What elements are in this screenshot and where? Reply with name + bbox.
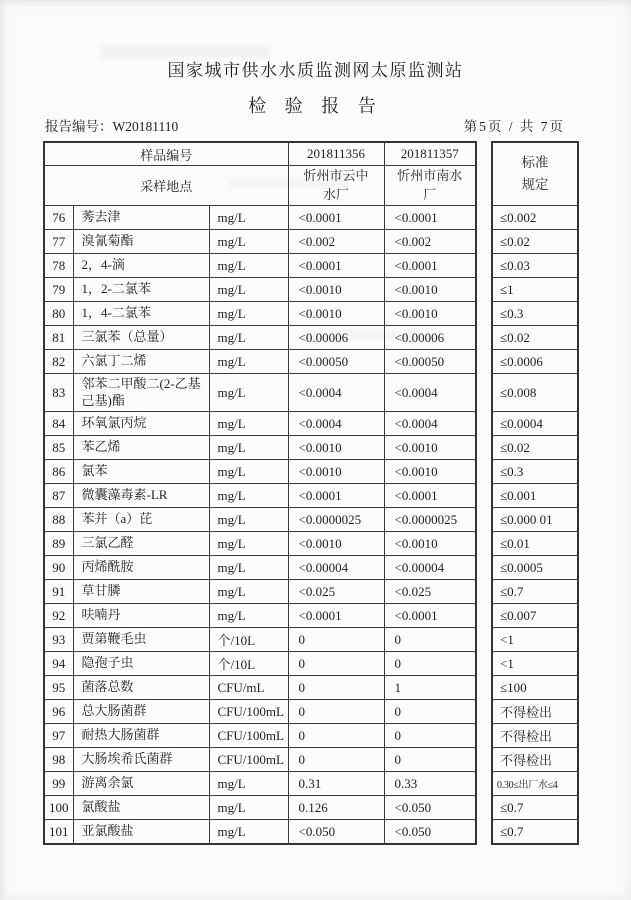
standard-row — [492, 412, 578, 436]
standard-row — [492, 302, 578, 326]
table-row — [44, 508, 476, 532]
cell-standard: 不得检出 — [492, 724, 578, 748]
cell-name: 耐热大肠菌群 — [73, 724, 209, 748]
standard-row — [492, 628, 578, 652]
header-sample-id-1: 201811356 — [288, 142, 384, 166]
table-row — [44, 628, 476, 652]
standard-table — [491, 141, 579, 845]
cell-name: 亚氯酸盐 — [73, 820, 209, 845]
table-row — [44, 580, 476, 604]
cell-name: 莠去津 — [73, 206, 209, 230]
cell-standard: ≤0.000 01 — [492, 508, 578, 532]
standard-row — [492, 796, 578, 820]
cell-v2: <0.0001 — [384, 206, 476, 230]
cell-standard: ≤0.03 — [492, 254, 578, 278]
table-row — [44, 652, 476, 676]
cell-no: 100 — [44, 796, 73, 820]
table-row — [44, 532, 476, 556]
cell-unit: mg/L — [209, 508, 288, 532]
cell-standard: 不得检出 — [492, 748, 578, 772]
cell-standard: ≤0.02 — [492, 436, 578, 460]
cell-standard: ≤0.0004 — [492, 412, 578, 436]
cell-v2: 1 — [384, 676, 476, 700]
standard-row — [492, 532, 578, 556]
table-row — [44, 796, 476, 820]
cell-no: 88 — [44, 508, 73, 532]
report-subtitle: 检 验 报 告 — [248, 96, 383, 116]
cell-no: 82 — [44, 350, 73, 374]
cell-name: 贾第鞭毛虫 — [73, 628, 209, 652]
table-row — [44, 772, 476, 796]
table-row — [44, 374, 476, 412]
cell-no: 92 — [44, 604, 73, 628]
cell-name: 苯乙烯 — [73, 436, 209, 460]
cell-standard: ≤0.7 — [492, 796, 578, 820]
location-2-text: 忻州市南水厂 — [397, 167, 463, 202]
cell-v1: <0.0010 — [288, 460, 384, 484]
cell-unit: mg/L — [209, 460, 288, 484]
cell-unit: mg/L — [209, 556, 288, 580]
standard-row — [492, 350, 578, 374]
cell-v2: 0 — [384, 628, 476, 652]
cell-no: 91 — [44, 580, 73, 604]
cell-no: 90 — [44, 556, 73, 580]
cell-name: 丙烯酰胺 — [73, 556, 209, 580]
cell-v1: 0 — [288, 676, 384, 700]
cell-v2: 0 — [384, 724, 476, 748]
cell-name: 邻苯二甲酸二(2-乙基己基)酯 — [73, 374, 209, 412]
standard-row — [492, 820, 578, 845]
cell-v1: <0.0001 — [288, 254, 384, 278]
header-sample-no-label: 样品编号 — [44, 142, 288, 166]
table-row — [44, 724, 476, 748]
cell-unit: mg/L — [209, 580, 288, 604]
header-location-label: 采样地点 — [44, 166, 288, 206]
table-row — [44, 412, 476, 436]
cell-unit: 个/10L — [209, 652, 288, 676]
cell-standard: ≤0.001 — [492, 484, 578, 508]
cell-v1: <0.0000025 — [288, 508, 384, 532]
cell-standard: ≤0.002 — [492, 206, 578, 230]
table-row — [44, 820, 476, 845]
table-row — [44, 556, 476, 580]
cell-name: 草甘膦 — [73, 580, 209, 604]
standard-row — [492, 676, 578, 700]
cell-v2: <0.00004 — [384, 556, 476, 580]
cell-no: 89 — [44, 532, 73, 556]
table-row — [44, 254, 476, 278]
standard-row — [492, 460, 578, 484]
cell-standard: ≤0.02 — [492, 326, 578, 350]
standard-row — [492, 326, 578, 350]
table-row — [44, 484, 476, 508]
cell-v2: <0.0010 — [384, 436, 476, 460]
standard-header-row — [492, 142, 578, 206]
report-number-value: W20181110 — [112, 119, 179, 134]
cell-no: 98 — [44, 748, 73, 772]
standard-row — [492, 652, 578, 676]
cell-no: 99 — [44, 772, 73, 796]
page-indicator: 第5页 / 共 7页 — [463, 119, 565, 134]
cell-standard: ≤0.7 — [492, 580, 578, 604]
cell-no: 93 — [44, 628, 73, 652]
cell-unit: mg/L — [209, 532, 288, 556]
cell-no: 81 — [44, 326, 73, 350]
report-table — [43, 141, 477, 845]
cell-name: 总大肠菌群 — [73, 700, 209, 724]
table-row — [44, 206, 476, 230]
cell-name: 微囊藻毒素-LR — [73, 484, 209, 508]
cell-v1: 0.126 — [288, 796, 384, 820]
cell-v2: <0.0000025 — [384, 508, 476, 532]
cell-name: 1，2-二氯苯 — [73, 278, 209, 302]
standard-row — [492, 772, 578, 796]
standard-row — [492, 700, 578, 724]
cell-name: 三氯苯（总量） — [73, 326, 209, 350]
standard-row — [492, 206, 578, 230]
standard-row — [492, 556, 578, 580]
cell-standard: ≤0.02 — [492, 230, 578, 254]
table-row — [44, 230, 476, 254]
cell-v1: <0.00006 — [288, 326, 384, 350]
cell-no: 80 — [44, 302, 73, 326]
cell-v1: <0.0004 — [288, 412, 384, 436]
cell-v1: <0.050 — [288, 820, 384, 845]
cell-v2: <0.050 — [384, 796, 476, 820]
cell-unit: mg/L — [209, 412, 288, 436]
table-row — [44, 278, 476, 302]
cell-v1: 0 — [288, 724, 384, 748]
header-standard-label: 标准规定 — [492, 142, 578, 206]
cell-unit: mg/L — [209, 326, 288, 350]
cell-name: 氯苯 — [73, 460, 209, 484]
cell-v2: 0 — [384, 700, 476, 724]
standard-row — [492, 230, 578, 254]
standard-row — [492, 436, 578, 460]
cell-standard: ≤0.0006 — [492, 350, 578, 374]
cell-name: 环氧氯丙烷 — [73, 412, 209, 436]
cell-unit: mg/L — [209, 796, 288, 820]
cell-no: 96 — [44, 700, 73, 724]
cell-standard: ≤1 — [492, 278, 578, 302]
cell-unit: mg/L — [209, 484, 288, 508]
standard-row — [492, 374, 578, 412]
cell-unit: CFU/100mL — [209, 700, 288, 724]
standard-row — [492, 724, 578, 748]
cell-v2: <0.0010 — [384, 460, 476, 484]
cell-no: 76 — [44, 206, 73, 230]
cell-v1: 0 — [288, 700, 384, 724]
table-row — [44, 302, 476, 326]
location-1-text: 忻州市云中水厂 — [303, 167, 369, 202]
cell-no: 95 — [44, 676, 73, 700]
cell-name: 游离余氯 — [73, 772, 209, 796]
cell-v2: <0.050 — [384, 820, 476, 845]
cell-no: 94 — [44, 652, 73, 676]
cell-name: 2，4-滴 — [73, 254, 209, 278]
cell-standard: ≤100 — [492, 676, 578, 700]
cell-no: 97 — [44, 724, 73, 748]
cell-unit: mg/L — [209, 302, 288, 326]
standard-row — [492, 484, 578, 508]
header-row-location — [44, 166, 476, 206]
cell-unit: mg/L — [209, 206, 288, 230]
cell-unit: 个/10L — [209, 628, 288, 652]
cell-v1: <0.0001 — [288, 484, 384, 508]
cell-unit: mg/L — [209, 350, 288, 374]
cell-v2: <0.0010 — [384, 532, 476, 556]
cell-v1: <0.0004 — [288, 374, 384, 412]
cell-standard: ≤0.008 — [492, 374, 578, 412]
cell-v2: 0.33 — [384, 772, 476, 796]
cell-v1: <0.002 — [288, 230, 384, 254]
cell-v2: <0.0004 — [384, 374, 476, 412]
cell-unit: CFU/mL — [209, 676, 288, 700]
table-row — [44, 436, 476, 460]
cell-unit: mg/L — [209, 230, 288, 254]
cell-name: 呋喃丹 — [73, 604, 209, 628]
cell-unit: mg/L — [209, 820, 288, 845]
cell-name: 大肠埃希氏菌群 — [73, 748, 209, 772]
report-number — [45, 115, 178, 135]
cell-standard: <1 — [492, 652, 578, 676]
standard-row — [492, 748, 578, 772]
cell-unit: mg/L — [209, 254, 288, 278]
table-row — [44, 700, 476, 724]
cell-v2: <0.00006 — [384, 326, 476, 350]
cell-standard: ≤0.007 — [492, 604, 578, 628]
cell-standard: ≤0.3 — [492, 460, 578, 484]
cell-standard: 0.30≤出厂水≤4 — [492, 772, 578, 796]
cell-v2: <0.0001 — [384, 604, 476, 628]
cell-no: 101 — [44, 820, 73, 845]
cell-standard: ≤0.01 — [492, 532, 578, 556]
cell-v2: 0 — [384, 748, 476, 772]
main-table-body — [44, 206, 476, 845]
cell-name: 溴氰菊酯 — [73, 230, 209, 254]
cell-v1: <0.025 — [288, 580, 384, 604]
standard-row — [492, 580, 578, 604]
cell-unit: mg/L — [209, 436, 288, 460]
cell-name: 六氯丁二烯 — [73, 350, 209, 374]
cell-v2: <0.00050 — [384, 350, 476, 374]
header-row-sample-no — [44, 142, 476, 166]
table-row — [44, 676, 476, 700]
header-location-2 — [384, 166, 476, 206]
cell-no: 86 — [44, 460, 73, 484]
cell-name: 三氯乙醛 — [73, 532, 209, 556]
cell-standard: ≤0.7 — [492, 820, 578, 845]
cell-no: 77 — [44, 230, 73, 254]
cell-no: 78 — [44, 254, 73, 278]
cell-name: 菌落总数 — [73, 676, 209, 700]
cell-no: 87 — [44, 484, 73, 508]
cell-standard: ≤0.0005 — [492, 556, 578, 580]
cell-unit: CFU/100mL — [209, 748, 288, 772]
header-location-1 — [288, 166, 384, 206]
standard-row — [492, 508, 578, 532]
cell-unit: mg/L — [209, 604, 288, 628]
cell-v2: <0.025 — [384, 580, 476, 604]
cell-no: 83 — [44, 374, 73, 412]
cell-name: 苯并（a）芘 — [73, 508, 209, 532]
cell-no: 79 — [44, 278, 73, 302]
cell-v1: <0.0010 — [288, 278, 384, 302]
cell-no: 84 — [44, 412, 73, 436]
cell-v1: 0 — [288, 628, 384, 652]
table-row — [44, 748, 476, 772]
table-row — [44, 460, 476, 484]
page-title: 国家城市供水水质监测网太原监测站 — [167, 61, 464, 80]
std-table-body — [492, 206, 578, 845]
table-row — [44, 326, 476, 350]
cell-unit: mg/L — [209, 278, 288, 302]
tables-area — [43, 141, 579, 845]
cell-v2: <0.0001 — [384, 484, 476, 508]
cell-v1: <0.00050 — [288, 350, 384, 374]
cell-no: 85 — [44, 436, 73, 460]
report-meta — [45, 115, 565, 135]
standard-row — [492, 278, 578, 302]
cell-v1: 0.31 — [288, 772, 384, 796]
table-row — [44, 350, 476, 374]
cell-v1: <0.0001 — [288, 604, 384, 628]
cell-name: 隐孢子虫 — [73, 652, 209, 676]
table-row — [44, 604, 476, 628]
cell-standard: 不得检出 — [492, 700, 578, 724]
cell-v2: <0.0010 — [384, 278, 476, 302]
cell-v1: <0.0010 — [288, 532, 384, 556]
cell-unit: mg/L — [209, 772, 288, 796]
standard-row — [492, 254, 578, 278]
cell-name: 1，4-二氯苯 — [73, 302, 209, 326]
header-sample-id-2: 201811357 — [384, 142, 476, 166]
cell-v2: <0.0001 — [384, 254, 476, 278]
cell-v1: 0 — [288, 748, 384, 772]
cell-v2: <0.002 — [384, 230, 476, 254]
cell-v2: <0.0010 — [384, 302, 476, 326]
standard-row — [492, 604, 578, 628]
cell-unit: CFU/100mL — [209, 724, 288, 748]
cell-v2: <0.0004 — [384, 412, 476, 436]
cell-standard: ≤0.3 — [492, 302, 578, 326]
cell-v1: 0 — [288, 652, 384, 676]
cell-v1: <0.00004 — [288, 556, 384, 580]
cell-v1: <0.0010 — [288, 436, 384, 460]
cell-name: 氯酸盐 — [73, 796, 209, 820]
cell-v2: 0 — [384, 652, 476, 676]
cell-standard: <1 — [492, 628, 578, 652]
cell-v1: <0.0001 — [288, 206, 384, 230]
cell-unit: mg/L — [209, 374, 288, 412]
cell-v1: <0.0010 — [288, 302, 384, 326]
report-number-label: 报告编号： — [45, 119, 113, 134]
